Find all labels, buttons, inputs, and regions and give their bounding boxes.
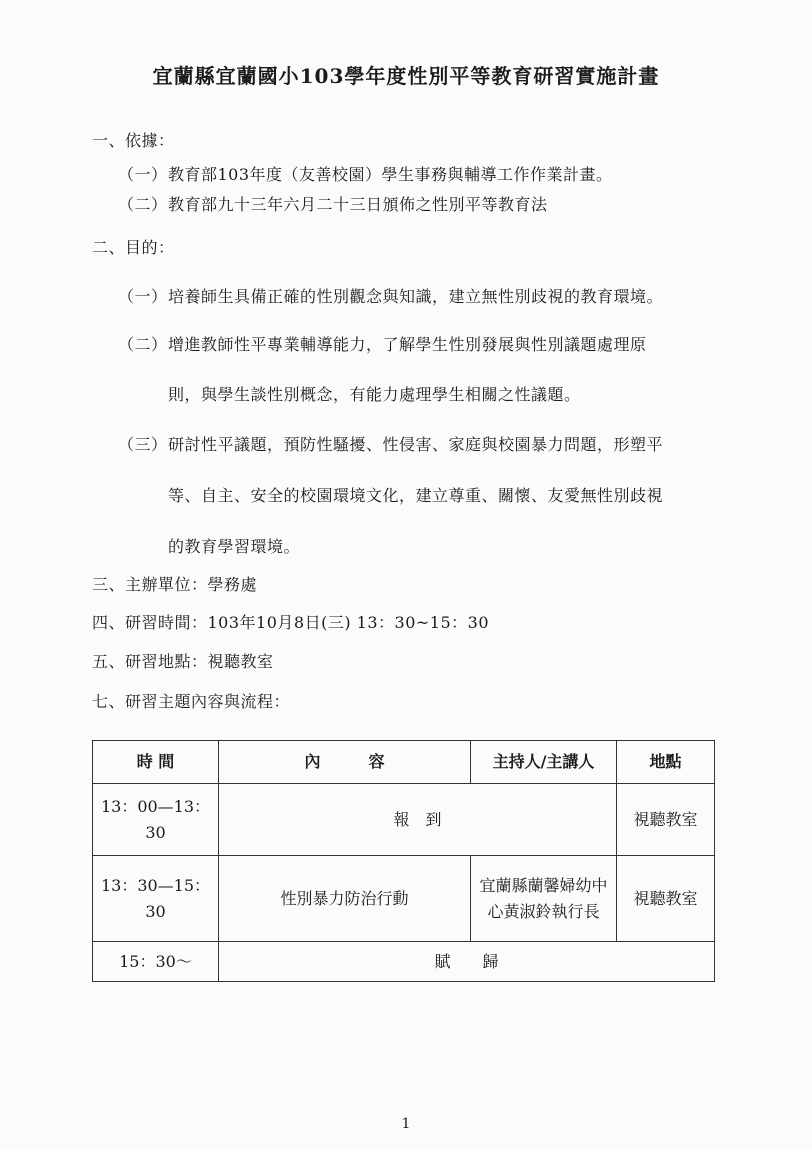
- basis-item-1: [118, 162, 613, 185]
- table-row: [93, 856, 715, 942]
- item-number: （一）: [118, 287, 168, 306]
- item-text: 教育部103年度（友善校園）學生事務與輔導工作作業計畫。: [168, 165, 613, 184]
- purpose-item-2: [118, 332, 647, 355]
- section-basis-heading: 一、依據：: [92, 131, 175, 150]
- section-purpose-heading: 二、目的：: [92, 238, 175, 257]
- item-text: 研討性平議題，預防性騷擾、性侵害、家庭與校園暴力問題，形塑平: [168, 435, 664, 454]
- cell-content: 報 到: [219, 784, 617, 856]
- item-number: （二）: [118, 335, 168, 354]
- section-schedule-heading: 七、研習主題內容與流程：: [92, 692, 291, 711]
- header-host: 主持人/主講人: [471, 741, 617, 784]
- purpose-item-2-continuation: 則，與學生談性別概念，有能力處理學生相關之性議題。: [168, 385, 581, 404]
- cell-place: 視聽教室: [617, 856, 715, 942]
- cell-time: 13：00—13：30: [93, 784, 219, 856]
- item-number: （二）: [118, 195, 168, 214]
- document-title: 宜蘭縣宜蘭國小103學年度性別平等教育研習實施計畫: [152, 64, 660, 88]
- purpose-item-3-continuation-1: 等、自主、安全的校園環境文化，建立尊重、關懷、友愛無性別歧視: [168, 486, 664, 505]
- cell-time: 13：30—15：30: [93, 856, 219, 942]
- schedule-table: [92, 740, 715, 982]
- item-text: 培養師生具備正確的性別觀念與知識，建立無性別歧視的教育環境。: [168, 287, 664, 306]
- cell-content: 賦 歸: [219, 942, 715, 982]
- cell-content: 性別暴力防治行動: [219, 856, 471, 942]
- section-location: 五、研習地點：視聽教室: [92, 652, 274, 671]
- item-text: 教育部九十三年六月二十三日頒佈之性別平等教育法: [168, 195, 548, 214]
- purpose-item-3: [118, 432, 663, 455]
- table-row: [93, 784, 715, 856]
- item-number: （一）: [118, 165, 168, 184]
- item-text: 增進教師性平專業輔導能力，了解學生性別發展與性別議題處理原: [168, 335, 647, 354]
- section-organizer: 三、主辦單位：學務處: [92, 575, 258, 594]
- page-number: 1: [401, 1116, 411, 1132]
- purpose-item-1: [118, 284, 663, 307]
- item-number: （三）: [118, 435, 168, 454]
- header-place: 地點: [617, 741, 715, 784]
- table-header-row: [93, 741, 715, 784]
- cell-host: 宜蘭縣蘭馨婦幼中心黃淑鈴執行長: [471, 856, 617, 942]
- purpose-item-3-continuation-2: 的教育學習環境。: [168, 537, 301, 556]
- header-time: 時 間: [93, 741, 219, 784]
- table-row: [93, 942, 715, 982]
- header-content: 內 容: [219, 741, 471, 784]
- basis-item-2: [118, 192, 548, 215]
- cell-time: 15：30～: [93, 942, 219, 982]
- cell-place: 視聽教室: [617, 784, 715, 856]
- section-time: 四、研習時間：103年10月8日(三) 13：30~15：30: [92, 613, 489, 632]
